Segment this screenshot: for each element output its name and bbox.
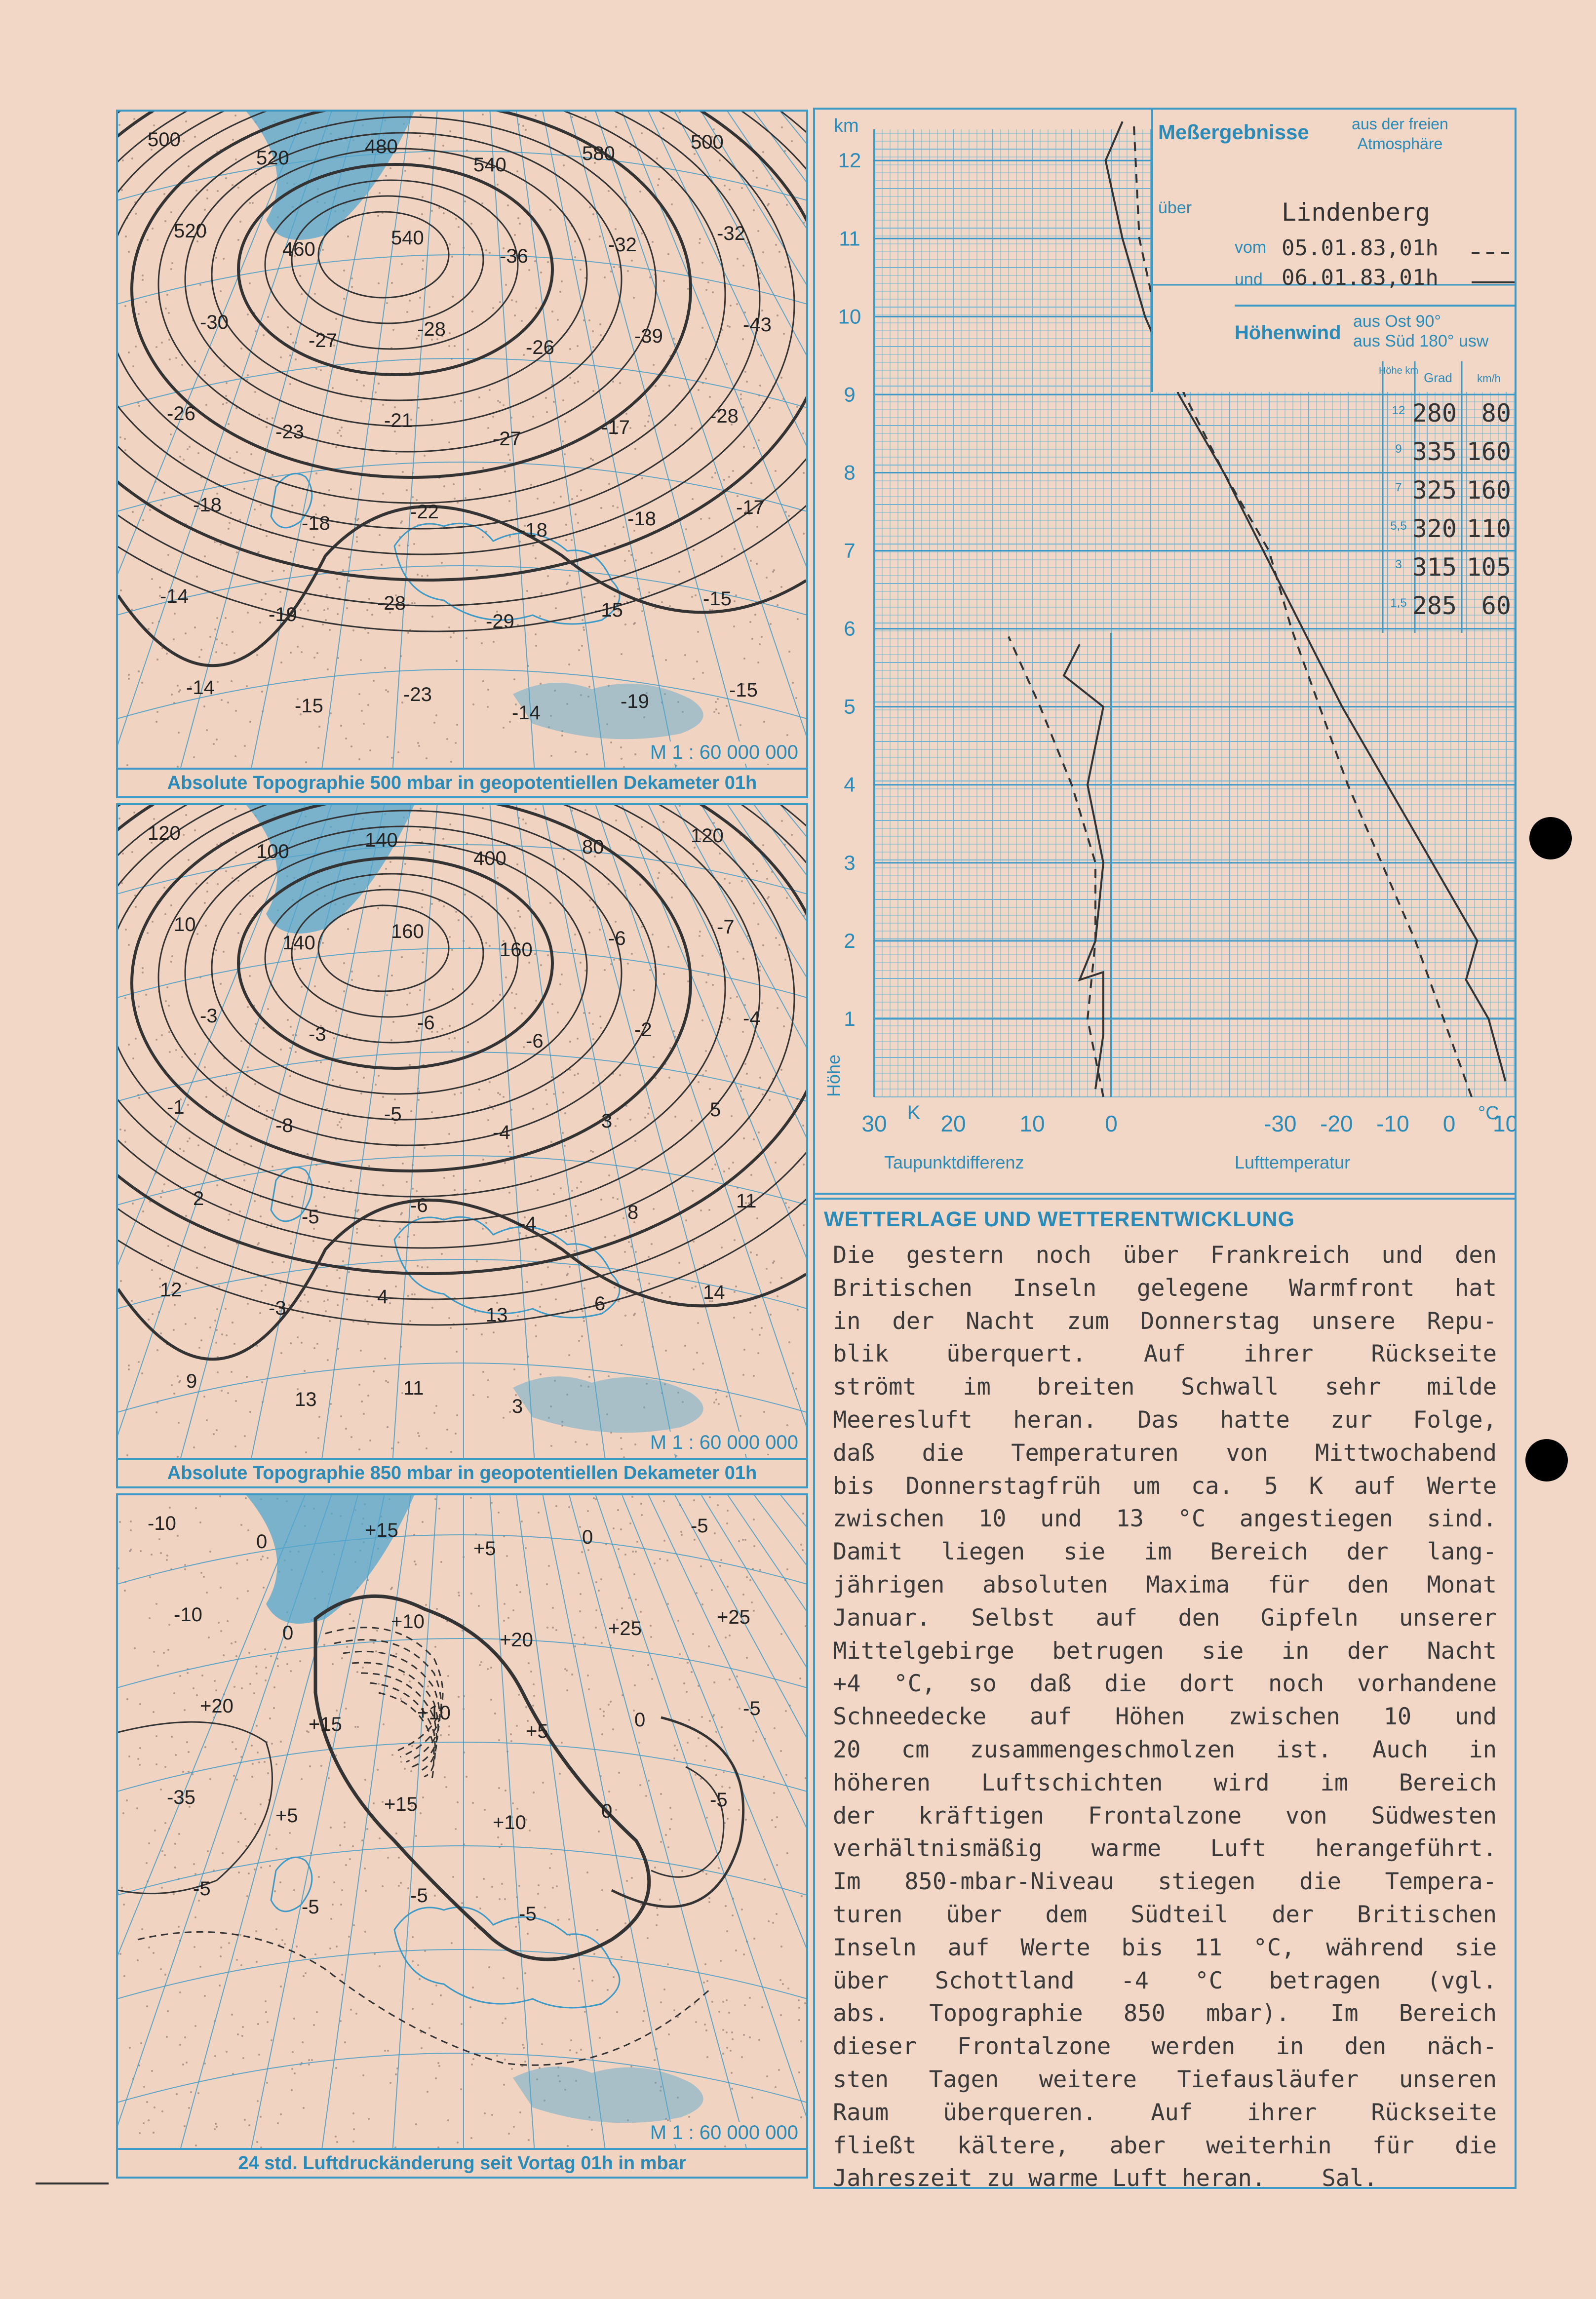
wind-row-speed: 60 bbox=[1481, 591, 1511, 620]
map-value-label: -15 bbox=[594, 599, 623, 621]
map-value-label: -6 bbox=[410, 1195, 428, 1216]
map-value-label: 4 bbox=[377, 1286, 389, 1308]
map-value-label: -2 bbox=[634, 1019, 652, 1041]
wind-title: Höhenwind bbox=[1235, 322, 1341, 344]
map-value-label: -32 bbox=[717, 223, 745, 244]
map-value-label: -5 bbox=[710, 1789, 728, 1811]
map-pressure-change bbox=[116, 1493, 808, 2150]
map-value-label: 580 bbox=[582, 143, 615, 164]
temp-unit: °C bbox=[1478, 1103, 1499, 1124]
text-line: höheren Luftschichten wird im Bereich bbox=[833, 1769, 1497, 1796]
y-tick-label: 3 bbox=[844, 851, 856, 874]
map-value-label: -5 bbox=[302, 1206, 319, 1228]
map-value-label: 12 bbox=[160, 1279, 182, 1301]
map-value-label: +25 bbox=[717, 1606, 750, 1628]
map-value-label: +5 bbox=[473, 1538, 496, 1559]
y-tick-label: 4 bbox=[844, 773, 856, 796]
map-value-label: -14 bbox=[512, 702, 541, 724]
map-value-label: -10 bbox=[174, 1604, 202, 1626]
date-2: 06.01.83,01h bbox=[1282, 265, 1439, 290]
map-value-label: +25 bbox=[608, 1618, 642, 1639]
map-value-label: -5 bbox=[302, 1896, 319, 1918]
wind-row-height: 5,5 bbox=[1390, 519, 1407, 533]
y-unit-label: km bbox=[834, 116, 859, 136]
map-value-label: 3 bbox=[601, 1110, 613, 1132]
map-value-label: 540 bbox=[473, 154, 506, 176]
zero-line bbox=[315, 1596, 649, 1959]
map-value-label: -1 bbox=[167, 1096, 185, 1118]
map-value-label: 100 bbox=[256, 841, 289, 862]
map-value-label: -3 bbox=[269, 1297, 286, 1319]
map-value-label: -15 bbox=[703, 588, 732, 610]
text-line: der kräftigen Frontalzone von Südwesten bbox=[833, 1802, 1497, 1830]
map-value-label: 460 bbox=[282, 238, 315, 260]
right-column bbox=[813, 108, 1517, 2192]
series-line-4 bbox=[1064, 644, 1103, 1089]
text-line: Damit liegen sie im Bereich der lang- bbox=[833, 1538, 1497, 1566]
temp-axis-label: Lufttemperatur bbox=[1235, 1152, 1351, 1172]
map-value-label: -15 bbox=[729, 679, 758, 701]
map-850mbar-drawing bbox=[118, 805, 806, 1458]
map-500mbar-caption: Absolute Topographie 500 mbar in geopotentiellen Dekameter 01h bbox=[116, 768, 808, 798]
map-isolines bbox=[118, 805, 806, 1359]
map-value-label: -3 bbox=[309, 1023, 326, 1045]
map-value-label: +10 bbox=[417, 1702, 451, 1724]
map-value-label: -14 bbox=[186, 677, 215, 699]
dewpoint-tick-label: 0 bbox=[1105, 1111, 1118, 1136]
map-value-label: -30 bbox=[200, 312, 229, 333]
map-value-label: 480 bbox=[365, 136, 398, 157]
und-label: und bbox=[1235, 270, 1263, 289]
wind-row-speed: 160 bbox=[1466, 437, 1511, 466]
text-line: über Schottland -4 °C betragen (vgl. bbox=[833, 1967, 1497, 1994]
text-line: sten Tagen weitere Tiefausläufer unseren bbox=[833, 2065, 1497, 2093]
map-value-label: -19 bbox=[269, 604, 297, 625]
map-value-label: 0 bbox=[601, 1800, 613, 1822]
y-tick-label: 7 bbox=[844, 539, 856, 562]
map-value-label: 400 bbox=[473, 848, 506, 869]
wind-row-direction: 315 bbox=[1412, 553, 1457, 582]
text-line: Jahreszeit zu warme Luft heran. Sal. bbox=[833, 2165, 1378, 2192]
map-value-label: -5 bbox=[384, 1103, 402, 1125]
map-value-label: 9 bbox=[186, 1370, 197, 1392]
temp-tick-label: -30 bbox=[1264, 1111, 1297, 1136]
text-line: Meeresluft heran. Das hatte zur Folge, bbox=[833, 1406, 1497, 1434]
map-value-label: -35 bbox=[167, 1787, 195, 1808]
map-isolines bbox=[118, 112, 806, 665]
map-500mbar bbox=[116, 110, 808, 770]
y-tick-label: 8 bbox=[844, 461, 856, 484]
text-line: Inseln auf Werte bis 11 °C, während sie bbox=[833, 1934, 1497, 1961]
wind-row-speed: 110 bbox=[1466, 514, 1511, 543]
map-value-label: -14 bbox=[160, 585, 189, 607]
station-name: Lindenberg bbox=[1282, 198, 1431, 227]
text-line: Schneedecke auf Höhen zwischen 10 und bbox=[833, 1703, 1497, 1731]
wind-row-speed: 105 bbox=[1466, 553, 1511, 582]
wind-row-height: 3 bbox=[1395, 558, 1402, 571]
temp-tick-label: -20 bbox=[1320, 1111, 1353, 1136]
text-heading: WETTERLAGE UND WETTERENTWICKLUNG bbox=[824, 1208, 1295, 1231]
map-value-label: -4 bbox=[743, 1008, 761, 1029]
map-value-label: 500 bbox=[148, 129, 181, 151]
map-ice-region bbox=[246, 805, 414, 934]
sounding-title: Meßergebnisse bbox=[1158, 120, 1309, 144]
map-value-label: 80 bbox=[582, 836, 604, 858]
map-value-label: -17 bbox=[601, 417, 630, 438]
map-value-label: -19 bbox=[621, 691, 649, 712]
sounding-subtitle-1: aus der freien bbox=[1352, 115, 1448, 133]
map-value-label: +5 bbox=[275, 1805, 298, 1827]
map-value-label: -8 bbox=[275, 1115, 293, 1136]
text-line: Januar. Selbst auf den Gipfeln unserer bbox=[833, 1604, 1497, 1632]
map-value-label: -3 bbox=[200, 1005, 218, 1027]
text-line: Mittelgebirge betrugen sie in der Nacht bbox=[833, 1637, 1497, 1665]
wind-row-height: 1,5 bbox=[1390, 596, 1407, 610]
map-value-label: -18 bbox=[302, 512, 330, 534]
map-value-label: -28 bbox=[417, 318, 446, 340]
wind-row-direction: 335 bbox=[1412, 437, 1457, 466]
map-value-label: 2 bbox=[193, 1188, 204, 1209]
map-isolines bbox=[118, 1596, 743, 2065]
map-value-label: 14 bbox=[703, 1282, 725, 1303]
map-value-label: -5 bbox=[691, 1515, 708, 1537]
map-value-label: +15 bbox=[309, 1714, 342, 1735]
map-value-label: 8 bbox=[627, 1202, 639, 1223]
text-panel bbox=[813, 1200, 1517, 2192]
temp-tick-label: 0 bbox=[1442, 1111, 1456, 1136]
temp-tick-label: 10 bbox=[1493, 1111, 1515, 1136]
map-value-label: 0 bbox=[256, 1531, 268, 1553]
text-line: Raum überqueren. Auf ihrer Rückseite bbox=[833, 2099, 1497, 2126]
map-value-label: -32 bbox=[608, 234, 637, 256]
y-tick-label: 5 bbox=[844, 695, 856, 718]
map-value-label: 13 bbox=[486, 1304, 508, 1326]
map-value-label: -22 bbox=[410, 501, 439, 523]
map-value-label: +10 bbox=[493, 1812, 526, 1833]
map-value-label: 0 bbox=[282, 1622, 294, 1644]
vom-label: vom bbox=[1235, 238, 1267, 257]
map-ice-region bbox=[246, 112, 414, 240]
wind-divider bbox=[1235, 305, 1515, 307]
map-500mbar-drawing bbox=[118, 112, 806, 768]
map-value-label: -26 bbox=[526, 337, 554, 358]
y-tick-label: 2 bbox=[844, 929, 856, 952]
dewpoint-tick-label: 30 bbox=[861, 1111, 887, 1136]
map-value-label: 140 bbox=[282, 932, 315, 954]
text-line: bis Donnerstagfrüh um ca. 5 K auf Werte bbox=[833, 1472, 1497, 1500]
map-value-label: 160 bbox=[500, 939, 533, 961]
text-line: blik überquert. Auf ihrer Rückseite bbox=[833, 1340, 1497, 1368]
wind-row-speed: 80 bbox=[1481, 399, 1511, 428]
map-value-label: -28 bbox=[710, 405, 739, 427]
y-axis-label: Höhe bbox=[823, 1054, 844, 1097]
y-tick-label: 1 bbox=[844, 1007, 856, 1030]
map-850mbar-scale: M 1 : 60 000 000 bbox=[647, 1432, 801, 1454]
map-coastline bbox=[271, 1167, 703, 1433]
sounding-chart bbox=[815, 110, 1515, 1198]
map-graticule bbox=[118, 1495, 806, 2148]
map-value-label: 140 bbox=[365, 829, 398, 851]
text-line: fließt kältere, aber weiterhin für die bbox=[833, 2132, 1497, 2159]
map-value-label: -18 bbox=[193, 494, 222, 516]
dewpoint-unit: K bbox=[907, 1102, 921, 1124]
map-value-label: -5 bbox=[410, 1885, 428, 1907]
map-value-label: -23 bbox=[403, 684, 432, 705]
wind-header-speed: km/h bbox=[1477, 372, 1501, 385]
map-column bbox=[116, 110, 808, 2188]
map-value-label: -27 bbox=[493, 428, 521, 450]
map-850mbar bbox=[116, 803, 808, 1460]
map-value-label: 0 bbox=[634, 1709, 646, 1731]
map-value-label: -17 bbox=[736, 497, 765, 518]
map-value-label: 520 bbox=[256, 147, 289, 169]
text-line: Im 850-mbar-Niveau stiegen die Tempera- bbox=[833, 1868, 1497, 1896]
text-line: +4 °C, so daß die dort noch vorhandene bbox=[833, 1670, 1497, 1698]
text-line: 20 cm zusammengeschmolzen ist. Auch in bbox=[833, 1736, 1497, 1763]
map-value-label: -29 bbox=[486, 611, 514, 632]
y-tick-label: 9 bbox=[844, 383, 856, 406]
map-value-label: -27 bbox=[309, 330, 337, 351]
map-value-label: -18 bbox=[519, 519, 547, 541]
map-coastline bbox=[271, 1857, 703, 2123]
text-line: abs. Topographie 850 mbar). Im Bereich bbox=[833, 2000, 1497, 2027]
map-value-label: -5 bbox=[519, 1903, 537, 1925]
wind-note-2: aus Süd 180° usw bbox=[1353, 332, 1489, 351]
map-value-label: 520 bbox=[174, 220, 207, 242]
wind-note-1: aus Ost 90° bbox=[1353, 312, 1441, 331]
map-500mbar-scale: M 1 : 60 000 000 bbox=[647, 741, 801, 764]
sounding-subtitle-2: Atmosphäre bbox=[1357, 135, 1443, 153]
map-value-label: -43 bbox=[743, 314, 772, 336]
dewpoint-tick-label: 20 bbox=[940, 1111, 966, 1136]
map-value-label: -21 bbox=[384, 410, 413, 431]
text-line: verhältnismäßig warme Luft herangeführt. bbox=[833, 1835, 1497, 1863]
map-value-label: -28 bbox=[377, 592, 406, 614]
y-tick-label: 11 bbox=[839, 227, 860, 250]
map-value-label: 540 bbox=[391, 227, 424, 249]
map-value-label: 120 bbox=[148, 822, 181, 844]
map-value-label: -5 bbox=[193, 1878, 211, 1900]
map-value-label: 11 bbox=[736, 1190, 757, 1212]
wind-row-direction: 325 bbox=[1412, 476, 1457, 505]
map-value-label: 160 bbox=[391, 921, 424, 942]
map-value-label: +15 bbox=[365, 1520, 398, 1541]
map-pressure-change-caption: 24 std. Luftdruckänderung seit Vortag 01h in mbar bbox=[116, 2148, 808, 2179]
map-value-label: -23 bbox=[275, 421, 304, 443]
map-value-label: 120 bbox=[691, 825, 724, 847]
map-value-label: -6 bbox=[417, 1012, 435, 1034]
map-value-label: -18 bbox=[627, 508, 656, 530]
y-tick-label: 6 bbox=[844, 617, 856, 640]
wind-row-height: 7 bbox=[1395, 481, 1402, 494]
map-value-label: -26 bbox=[167, 403, 195, 425]
map-value-label: -15 bbox=[295, 695, 323, 717]
map-value-label: -4 bbox=[519, 1213, 537, 1235]
punch-hole-bottom bbox=[1525, 1439, 1568, 1481]
map-value-label: -6 bbox=[526, 1030, 544, 1052]
text-line: Britischen Inseln gelegene Warmfront hat bbox=[833, 1274, 1497, 1302]
wind-row-speed: 160 bbox=[1466, 476, 1511, 505]
text-line: turen über dem Südteil der Britischen bbox=[833, 1901, 1497, 1928]
map-value-label: 0 bbox=[582, 1526, 593, 1548]
map-value-label: 3 bbox=[512, 1396, 523, 1417]
map-value-label: -7 bbox=[717, 916, 735, 938]
text-line: daß die Temperaturen von Mittwochabend bbox=[833, 1439, 1497, 1467]
map-value-label: +20 bbox=[200, 1695, 234, 1717]
wind-row-direction: 320 bbox=[1412, 514, 1457, 543]
dewpoint-tick-label: 10 bbox=[1019, 1111, 1045, 1136]
map-value-label: +20 bbox=[500, 1629, 533, 1651]
map-value-label: 6 bbox=[594, 1293, 606, 1315]
map-value-label: -4 bbox=[493, 1122, 510, 1143]
date-1: 05.01.83,01h bbox=[1282, 235, 1439, 261]
map-value-label: +5 bbox=[526, 1720, 548, 1742]
y-tick-label: 10 bbox=[838, 305, 861, 328]
map-value-label: 13 bbox=[295, 1389, 317, 1410]
text-line: in der Nacht zum Donnerstag unsere Repu- bbox=[833, 1307, 1497, 1335]
sounding-panel bbox=[813, 108, 1517, 1200]
map-value-label: -5 bbox=[743, 1698, 761, 1719]
wind-row-direction: 280 bbox=[1412, 399, 1457, 428]
wind-row-height: 12 bbox=[1392, 404, 1405, 417]
map-value-label: 500 bbox=[691, 131, 724, 153]
map-value-label: -6 bbox=[608, 928, 626, 949]
map-value-label: 11 bbox=[403, 1377, 424, 1399]
map-graticule bbox=[118, 112, 806, 768]
temp-tick-label: -10 bbox=[1376, 1111, 1409, 1136]
wind-header-dir: Grad bbox=[1424, 370, 1452, 385]
map-pressure-change-drawing bbox=[118, 1495, 806, 2148]
text-line: Die gestern noch über Frankreich und den bbox=[833, 1242, 1497, 1269]
map-value-label: -10 bbox=[148, 1513, 176, 1534]
wind-header-height: Höhe km bbox=[1378, 365, 1419, 376]
map-ice-region bbox=[246, 1495, 414, 1624]
margin-line bbox=[36, 2182, 109, 2184]
map-value-label: -36 bbox=[500, 245, 528, 267]
map-value-label: 5 bbox=[710, 1099, 721, 1121]
text-line: jährigen absoluten Maxima für den Monat bbox=[833, 1571, 1497, 1598]
map-pressure-change-scale: M 1 : 60 000 000 bbox=[647, 2122, 801, 2144]
wind-row-height: 9 bbox=[1395, 442, 1402, 456]
map-value-label: +15 bbox=[384, 1793, 418, 1815]
text-line: strömt im breiten Schwall sehr milde bbox=[833, 1373, 1497, 1401]
dewpoint-axis-label: Taupunktdifferenz bbox=[884, 1152, 1024, 1172]
text-body bbox=[833, 1239, 1497, 2195]
punch-hole-top bbox=[1529, 817, 1572, 859]
map-value-label: -39 bbox=[634, 325, 663, 347]
wind-row-direction: 285 bbox=[1412, 591, 1457, 620]
map-value-label: +10 bbox=[391, 1611, 425, 1633]
text-line: zwischen 10 und 13 °C angestiegen sind. bbox=[833, 1505, 1497, 1533]
map-value-label: 10 bbox=[174, 914, 196, 935]
text-line: dieser Frontalzone werden in den näch- bbox=[833, 2033, 1497, 2061]
ueber-label: über bbox=[1158, 198, 1192, 217]
y-tick-label: 12 bbox=[838, 149, 861, 172]
map-850mbar-caption: Absolute Topographie 850 mbar in geopotentiellen Dekameter 01h bbox=[116, 1458, 808, 1488]
